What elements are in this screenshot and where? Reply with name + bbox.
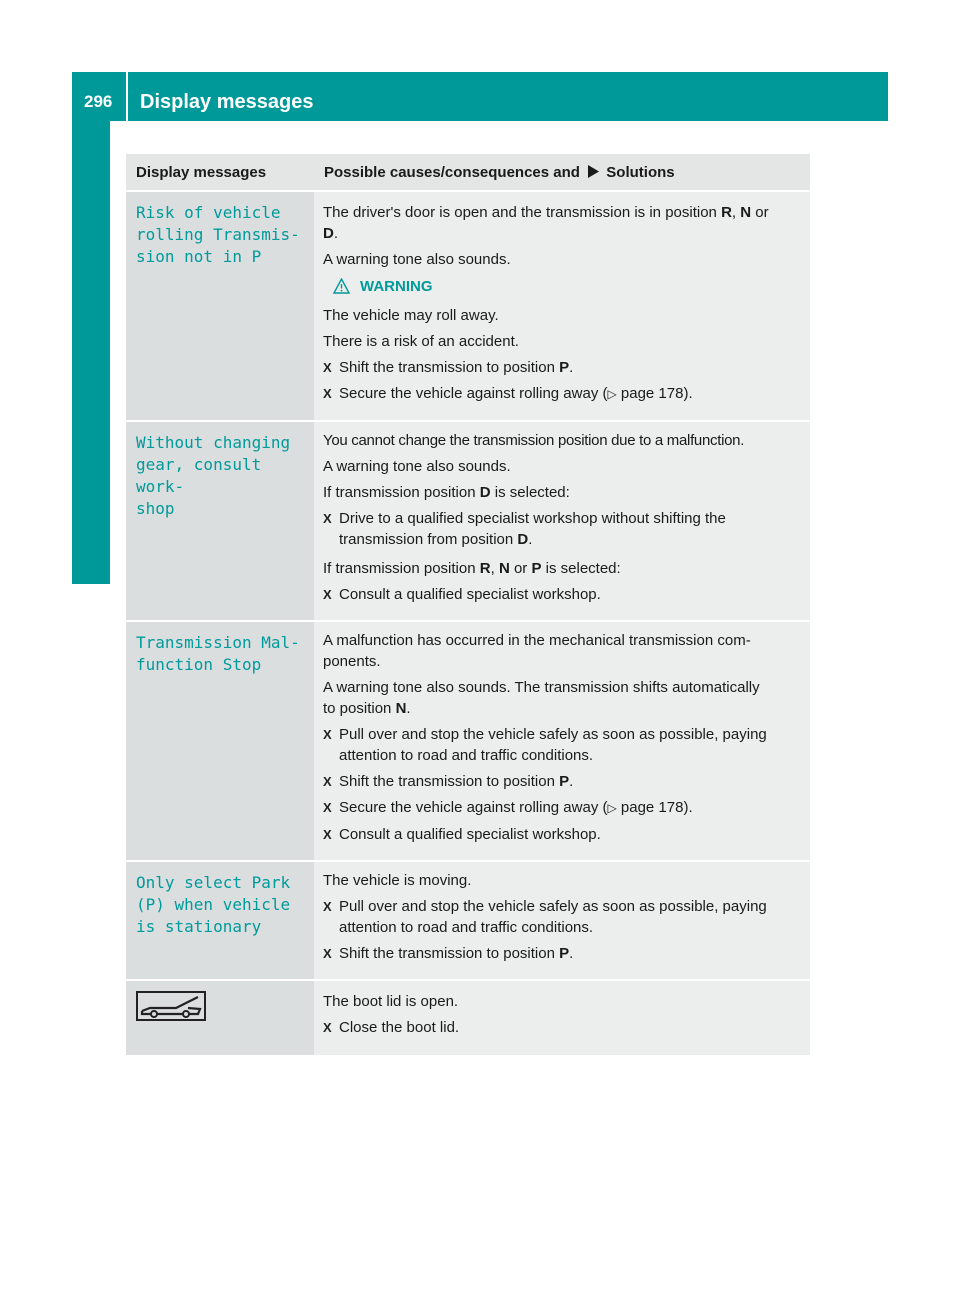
cause-text: A malfunction has occurred in the mechanical transmission com-ponents.: [323, 632, 751, 670]
header-divider: [126, 72, 128, 121]
boot-lid-open-icon: [136, 991, 206, 1021]
message-cell: [126, 621, 314, 861]
step-arrow-icon: X: [323, 827, 332, 842]
page-reference-icon: ▷: [607, 801, 617, 815]
message-cell: [126, 980, 314, 1055]
display-message-text: Only select Park (P) when vehicle is stationary: [136, 873, 291, 936]
cause-text: A warning tone also sounds.: [323, 251, 511, 268]
page-reference-icon: ▷: [607, 387, 617, 401]
step-arrow-icon: X: [323, 360, 332, 375]
cause-text: The driver's door is open and the transmission is in position R, N or D.: [323, 204, 769, 242]
page-reference-link[interactable]: page 178).: [620, 799, 693, 816]
warning-label: WARNING: [360, 278, 433, 295]
solution-step: X Pull over and stop the vehicle safely as soon as possible, paying attention to road and traffic conditions.: [323, 898, 767, 936]
display-message-text: Transmission Mal‑ function Stop: [136, 633, 300, 674]
warning-text: There is a risk of an accident.: [323, 333, 519, 350]
message-cell: [126, 191, 314, 421]
page-reference-link[interactable]: page 178).: [620, 385, 693, 402]
table-row: [126, 621, 810, 861]
solution-cell: [314, 621, 810, 861]
solution-cell: [314, 980, 810, 1055]
solution-step: X Consult a qualified specialist workshop.: [323, 826, 601, 843]
cause-text: The vehicle is moving.: [323, 872, 472, 889]
message-cell: [126, 421, 314, 621]
step-arrow-icon: X: [323, 1020, 332, 1035]
warning-triangle-icon: [333, 278, 350, 294]
play-arrow-icon: [587, 165, 599, 178]
solution-step: X Drive to a qualified specialist workshop without shifting the transmission from position D.: [323, 510, 726, 548]
cause-text: A warning tone also sounds. The transmission shifts automatically to position N.: [323, 679, 760, 717]
step-arrow-icon: X: [323, 511, 332, 526]
step-arrow-icon: X: [323, 727, 332, 742]
warning-heading: [333, 276, 802, 297]
table-row: [126, 191, 810, 421]
column-header-solution-suffix: Solutions: [606, 163, 675, 181]
solution-step: X Close the boot lid.: [323, 1019, 460, 1036]
warning-text: The vehicle may roll away.: [323, 307, 499, 324]
solution-step: X Secure the vehicle against rolling away (▷ page 178).: [323, 799, 693, 816]
column-header-solution: [314, 154, 810, 191]
condition-text: If transmission position D is selected:: [323, 484, 570, 501]
step-arrow-icon: X: [323, 774, 332, 789]
step-arrow-icon: X: [323, 386, 332, 401]
solution-step: X Secure the vehicle against rolling away (▷ page 178).: [323, 385, 693, 402]
step-arrow-icon: X: [323, 946, 332, 961]
step-arrow-icon: X: [323, 899, 332, 914]
solution-step: X Shift the transmission to position P.: [323, 945, 574, 962]
step-arrow-icon: X: [323, 800, 332, 815]
cause-text: A warning tone also sounds.: [323, 458, 511, 475]
table-header-row: [126, 154, 810, 191]
cause-text: The boot lid is open.: [323, 993, 459, 1010]
column-header-solution-label: Possible causes/consequences and: [324, 163, 580, 181]
display-messages-table: [126, 154, 810, 1055]
step-arrow-icon: X: [323, 587, 332, 602]
solution-cell: [314, 191, 810, 421]
table-row: [126, 980, 810, 1055]
display-message-text: Without changing gear, consult work‑ shop: [136, 433, 291, 518]
solution-step: X Shift the transmission to position P.: [323, 773, 574, 790]
table-row: [126, 421, 810, 621]
chapter-label: On-board computer and displays: [80, 216, 102, 530]
solution-step: X Consult a qualified specialist workshop.: [323, 586, 601, 603]
column-header-message: Display messages: [126, 154, 314, 191]
solution-cell: [314, 861, 810, 980]
solution-step: X Pull over and stop the vehicle safely as soon as possible, paying attention to road and traffic conditions.: [323, 726, 767, 764]
solution-cell: [314, 421, 810, 621]
display-message-text: Risk of vehicle rolling Transmis‑ sion not in P: [136, 203, 300, 266]
table-row: [126, 861, 810, 980]
cause-text: You cannot change the transmission position due to a malfunction.: [323, 432, 745, 449]
solution-step: X Shift the transmission to position P.: [323, 359, 574, 376]
condition-text: If transmission position R, N or P is selected:: [323, 560, 621, 577]
page-number: 296: [84, 92, 113, 111]
message-cell: [126, 861, 314, 980]
page-title: Display messages: [140, 91, 314, 113]
